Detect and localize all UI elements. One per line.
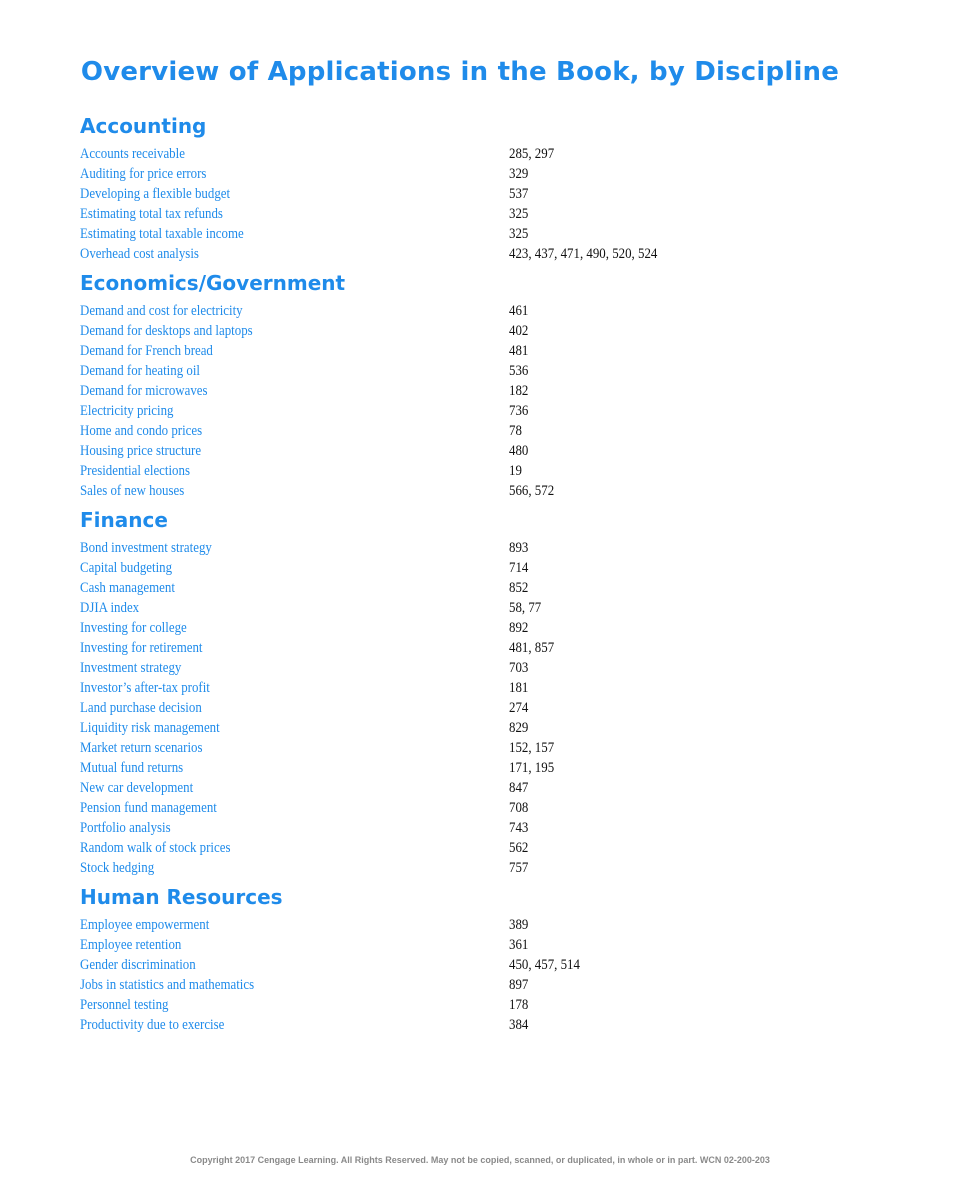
entry-label: Investor’s after-tax profit (80, 680, 210, 696)
index-entry (80, 204, 920, 224)
index-entry (80, 558, 920, 578)
index-entry (80, 935, 920, 955)
entry-pages: 703 (509, 660, 529, 676)
entry-pages: 847 (509, 780, 529, 796)
entry-list (80, 144, 920, 264)
entry-pages: 743 (509, 820, 529, 836)
index-entry (80, 244, 920, 264)
index-entry (80, 915, 920, 935)
entry-pages: 536 (509, 363, 529, 379)
entry-pages: 325 (509, 206, 529, 222)
entry-label: Housing price structure (80, 443, 202, 459)
index-entry (80, 441, 920, 461)
index-entry (80, 818, 920, 838)
entry-pages: 481 (509, 343, 529, 359)
entry-label: Demand for heating oil (80, 363, 201, 379)
entry-label: Liquidity risk management (80, 720, 220, 736)
entry-pages: 181 (509, 680, 529, 696)
index-entry (80, 598, 920, 618)
entry-label: Demand for French bread (80, 343, 213, 359)
entry-label: Random walk of stock prices (80, 840, 231, 856)
entry-pages: 892 (509, 620, 529, 636)
entry-list (80, 915, 920, 1035)
entry-label: Estimating total taxable income (80, 226, 244, 242)
entry-label: Productivity due to exercise (80, 1017, 225, 1033)
entry-label: Overhead cost analysis (80, 246, 199, 262)
index-entry (80, 184, 920, 204)
section-human-resources (80, 882, 920, 1035)
entry-label: Developing a flexible budget (80, 186, 231, 202)
entry-label: Auditing for price errors (80, 166, 207, 182)
entry-pages: 152, 157 (509, 740, 555, 756)
entry-label: Portfolio analysis (80, 820, 171, 836)
entry-label: Employee empowerment (80, 917, 210, 933)
index-entry (80, 481, 920, 501)
entry-pages: 285, 297 (509, 146, 555, 162)
entry-pages: 736 (509, 403, 529, 419)
index-entry (80, 658, 920, 678)
entry-pages: 325 (509, 226, 529, 242)
entry-label: Demand and cost for electricity (80, 303, 243, 319)
entry-label: Accounts receivable (80, 146, 185, 162)
entry-pages: 852 (509, 580, 529, 596)
entry-label: Market return scenarios (80, 740, 203, 756)
entry-label: Bond investment strategy (80, 540, 212, 556)
entry-pages: 562 (509, 840, 529, 856)
index-entry (80, 638, 920, 658)
entry-label: Land purchase decision (80, 700, 202, 716)
section-accounting (80, 111, 920, 264)
entry-pages: 450, 457, 514 (509, 957, 580, 973)
entry-label: Investing for college (80, 620, 187, 636)
entry-pages: 361 (509, 937, 529, 953)
index-entry (80, 718, 920, 738)
index-entry (80, 838, 920, 858)
index-entry (80, 758, 920, 778)
entry-pages: 537 (509, 186, 529, 202)
copyright-footer: Copyright 2017 Cengage Learning. All Rights Reserved. May not be copied, scanned, or duplicated, in whole or in part. WCN 02-200-203 (190, 1155, 770, 1165)
section-heading: Human Resources (80, 885, 283, 909)
index-entry (80, 678, 920, 698)
entry-label: Employee retention (80, 937, 182, 953)
section-heading: Accounting (80, 114, 207, 138)
entry-pages: 757 (509, 860, 529, 876)
applications-index (80, 111, 920, 1039)
index-entry (80, 381, 920, 401)
index-entry (80, 538, 920, 558)
index-entry (80, 1015, 920, 1035)
entry-label: Jobs in statistics and mathematics (80, 977, 255, 993)
entry-pages: 274 (509, 700, 529, 716)
entry-label: Sales of new houses (80, 483, 185, 499)
entry-label: Mutual fund returns (80, 760, 184, 776)
entry-pages: 481, 857 (509, 640, 555, 656)
entry-pages: 893 (509, 540, 529, 556)
entry-pages: 423, 437, 471, 490, 520, 524 (509, 246, 658, 262)
index-entry (80, 955, 920, 975)
index-entry (80, 401, 920, 421)
entry-pages: 178 (509, 997, 529, 1013)
entry-pages: 182 (509, 383, 529, 399)
index-entry (80, 321, 920, 341)
entry-pages: 402 (509, 323, 529, 339)
index-entry (80, 778, 920, 798)
entry-pages: 714 (509, 560, 529, 576)
index-entry (80, 858, 920, 878)
index-entry (80, 421, 920, 441)
entry-pages: 708 (509, 800, 529, 816)
entry-pages: 897 (509, 977, 529, 993)
entry-label: Demand for desktops and laptops (80, 323, 253, 339)
entry-label: DJIA index (80, 600, 140, 616)
page-title: Overview of Applications in the Book, by Discipline (80, 57, 840, 87)
entry-pages: 329 (509, 166, 529, 182)
entry-pages: 384 (509, 1017, 529, 1033)
entry-label: Investing for retirement (80, 640, 203, 656)
entry-label: Investment strategy (80, 660, 182, 676)
entry-pages: 480 (509, 443, 529, 459)
index-entry (80, 361, 920, 381)
section-heading: Finance (80, 508, 168, 532)
entry-label: New car development (80, 780, 194, 796)
entry-pages: 78 (509, 423, 522, 439)
section-economics-government (80, 268, 920, 501)
index-entry (80, 578, 920, 598)
entry-pages: 389 (509, 917, 529, 933)
entry-label: Gender discrimination (80, 957, 196, 973)
entry-pages: 829 (509, 720, 529, 736)
entry-list (80, 301, 920, 501)
entry-label: Pension fund management (80, 800, 217, 816)
section-heading: Economics/Government (80, 271, 346, 295)
entry-label: Personnel testing (80, 997, 169, 1013)
section-finance (80, 505, 920, 878)
entry-label: Estimating total tax refunds (80, 206, 223, 222)
index-entry (80, 164, 920, 184)
index-entry (80, 798, 920, 818)
index-entry (80, 698, 920, 718)
index-entry (80, 341, 920, 361)
index-entry (80, 618, 920, 638)
entry-label: Home and condo prices (80, 423, 203, 439)
entry-label: Cash management (80, 580, 175, 596)
entry-label: Presidential elections (80, 463, 190, 479)
index-entry (80, 144, 920, 164)
index-entry (80, 461, 920, 481)
entry-pages: 461 (509, 303, 529, 319)
entry-pages: 58, 77 (509, 600, 542, 616)
index-entry (80, 301, 920, 321)
index-entry (80, 738, 920, 758)
entry-label: Electricity pricing (80, 403, 174, 419)
entry-pages: 566, 572 (509, 483, 555, 499)
index-entry (80, 975, 920, 995)
entry-pages: 171, 195 (509, 760, 555, 776)
entry-pages: 19 (509, 463, 522, 479)
entry-label: Capital budgeting (80, 560, 173, 576)
entry-label: Stock hedging (80, 860, 155, 876)
entry-label: Demand for microwaves (80, 383, 208, 399)
index-entry (80, 224, 920, 244)
index-entry (80, 995, 920, 1015)
entry-list (80, 538, 920, 878)
